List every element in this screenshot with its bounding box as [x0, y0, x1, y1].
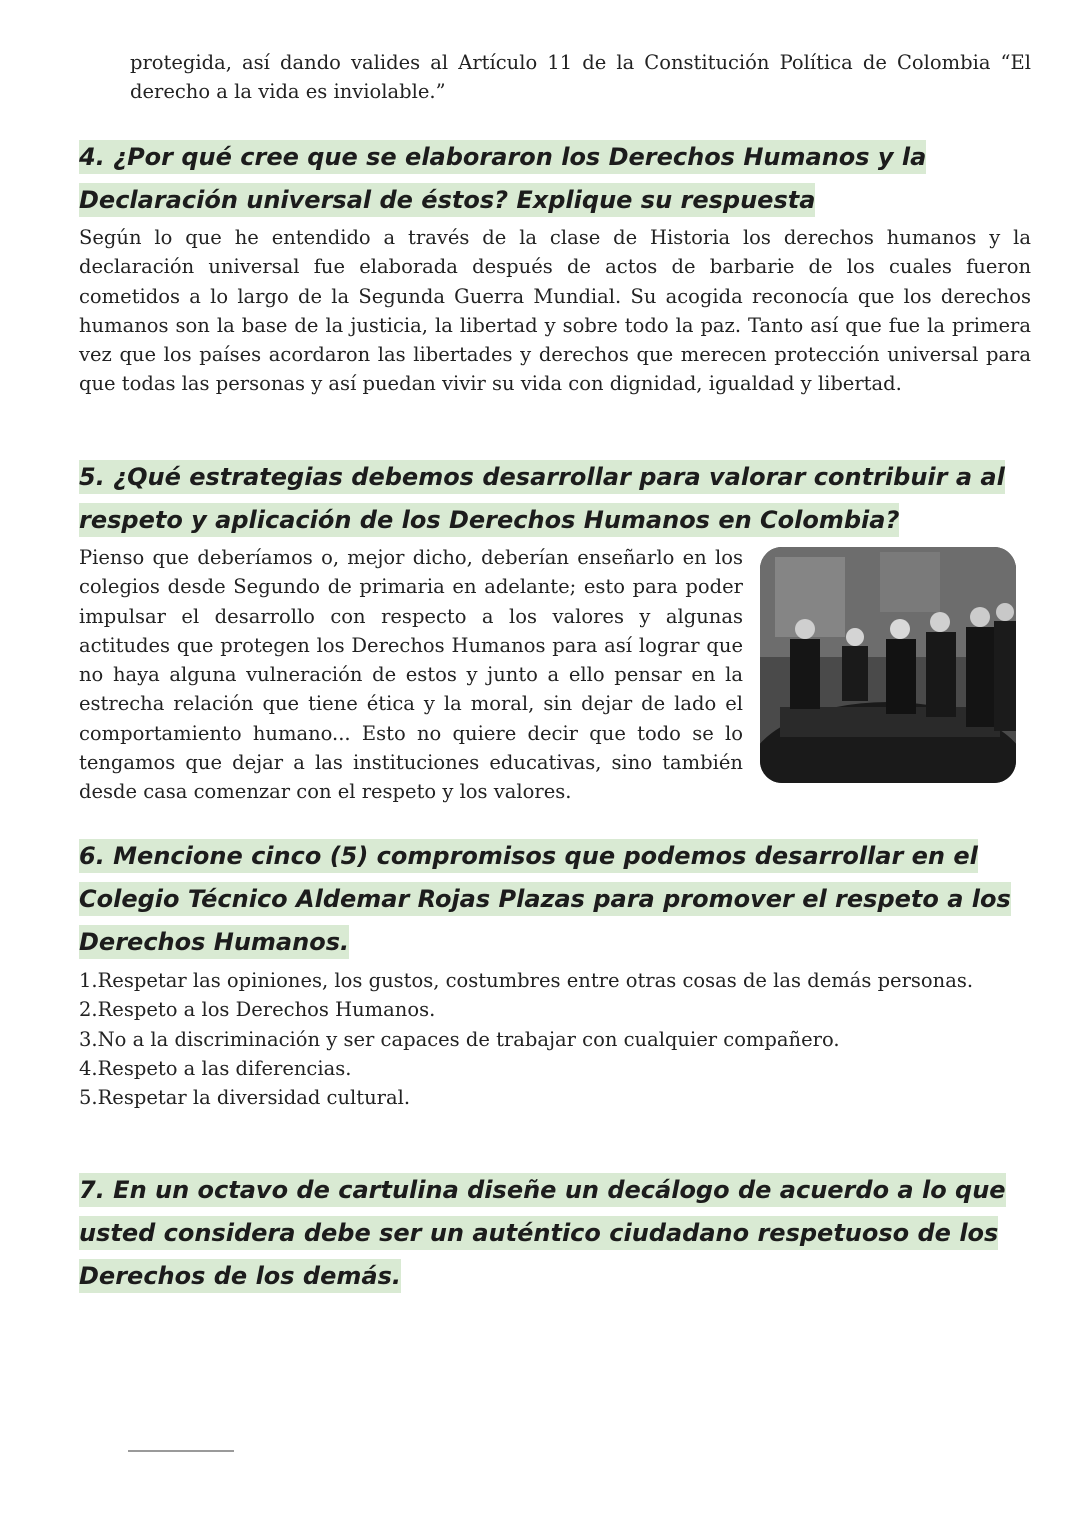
question-5-answer: Pienso que deberíamos o, mejor dicho, deberían enseñarlo en los colegios desde Segundo de primaria en adelante; esto para poder impulsar el desarrollo con respecto a los valores y algunas actitudes que protegen los Derechos Humanos para así lograr que no haya alguna vulneración de estos y junto a ello pensar en la estrecha relación que tiene ética y la moral, sin dejar de lado el comportamiento humano... Esto no quiere decir que todo se lo tengamos que dejar a las instituciones educativas, sino también desde casa comenzar con el respeto y los valores.	[79, 546, 743, 804]
list-item: 2.Respeto a los Derechos Humanos.	[79, 998, 436, 1022]
footer-mark	[128, 1448, 234, 1454]
question-4-answer: Según lo que he entendido a través de la clase de Historia los derechos humanos y la declaración universal fue elaborada después de actos de barbarie de los cuales fueron cometidos a lo largo de la Segunda Guerra Mundial. Su acogida reconocía que los derechos humanos son la base de la justicia, la libertad y sobre todo la paz. Tanto así que fue la primera vez que los países acordaron las libertades y derechos que merecen protección universal para que todas las personas y así puedan vivir su vida con dignidad, igualdad y libertad.	[79, 226, 1031, 396]
list-item: 3.No a la discriminación y ser capaces de trabajar con cualquier compañero.	[79, 1027, 840, 1051]
question-7-heading: 7. En un octavo de cartulina diseñe un decálogo de acuerdo a lo que usted considera debe ser un auténtico ciudadano respetuoso de los Derechos de los demás.	[79, 1169, 1019, 1298]
signing-ceremony-photo	[760, 547, 1016, 783]
intro-paragraph: protegida, así dando valides al Artículo 11 de la Constitución Política de Colombia “El derecho a la vida es inviolable.”	[130, 51, 1031, 104]
list-item: 5.Respetar la diversidad cultural.	[79, 1086, 411, 1110]
list-item: 1.Respetar las opiniones, los gustos, costumbres entre otras cosas de las demás personas.	[79, 969, 974, 992]
list-item: 4.Respeto a las diferencias.	[79, 1056, 352, 1080]
commitments-list	[79, 966, 1031, 1112]
question-4-heading: 4. ¿Por qué cree que se elaboraron los Derechos Humanos y la Declaración universal de éstos? Explique su respuesta	[79, 136, 1019, 222]
question-6-heading: 6. Mencione cinco (5) compromisos que podemos desarrollar en el Colegio Técnico Aldemar Rojas Plazas para promover el respeto a los Derechos Humanos.	[79, 835, 1019, 964]
question-5-heading: 5. ¿Qué estrategias debemos desarrollar para valorar contribuir a al respeto y aplicación de los Derechos Humanos en Colombia?	[79, 456, 1019, 542]
